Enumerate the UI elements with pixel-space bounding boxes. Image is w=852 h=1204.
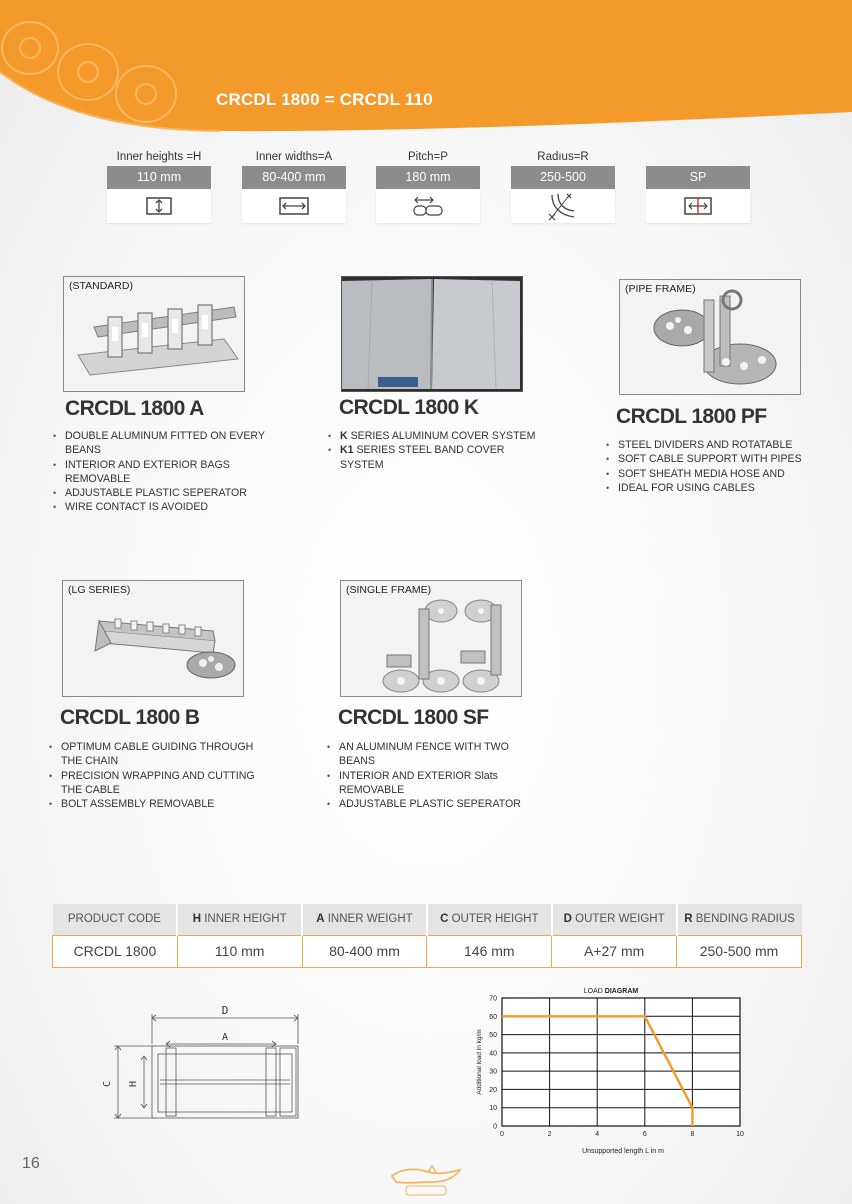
product-photo-standard — [63, 276, 245, 392]
spec-label: Radıus=R — [537, 151, 589, 163]
x-tick-label: 4 — [595, 1131, 600, 1138]
y-tick-label: 40 — [489, 1050, 497, 1058]
x-tick-label: 8 — [690, 1131, 695, 1138]
photo-caption: (STANDARD) — [69, 280, 133, 292]
spec-label — [646, 150, 750, 166]
product-name: CRCDL 1800 SF — [338, 706, 489, 729]
photo-caption: (PIPE FRAME) — [625, 283, 696, 295]
page-number: 16 — [22, 1155, 40, 1172]
spec-value: SP — [646, 166, 750, 189]
spec-inner-width — [242, 150, 346, 223]
feature-text: SERIES ALUMINUM COVER SYSTEM — [347, 430, 536, 442]
dim-label-a: A — [221, 1032, 229, 1043]
y-tick-label: 20 — [489, 1086, 497, 1094]
series-code: K — [340, 430, 348, 442]
y-tick-label: 60 — [489, 1013, 497, 1021]
sp-icon — [684, 197, 712, 215]
feature-list — [48, 740, 258, 811]
spec-value: 180 mm — [376, 166, 480, 189]
list-item: • SOFT CABLE SUPPORT WITH PIPES — [605, 452, 815, 466]
chart-xlabel: Unsupported length L in m — [582, 1148, 664, 1155]
column-header: PRODUCT CODE — [53, 904, 178, 935]
spec-inner-height — [107, 150, 211, 223]
product-name: CRCDL 1800 K — [339, 396, 479, 419]
spec-label: Inner widths=A — [255, 151, 333, 163]
list-item — [327, 443, 537, 472]
table-cell: A+27 mm — [552, 935, 677, 967]
chain-cover-image — [342, 277, 523, 392]
feature-list — [52, 429, 272, 515]
list-item: • DOUBLE ALUMINUM FITTED ON EVERY BEANS — [52, 429, 272, 458]
product-photo-single-frame — [340, 580, 522, 697]
feature-list — [326, 740, 536, 811]
table-row — [53, 935, 802, 967]
dim-label-d: D — [221, 1004, 229, 1017]
list-item: • BOLT ASSEMBLY REMOVABLE — [48, 797, 258, 811]
list-item: • STEEL DIVIDERS AND ROTATABLE — [605, 438, 815, 452]
column-header: A INNER WEIGHT — [302, 904, 427, 935]
spec-value: 250-500 — [511, 166, 615, 189]
spec-radius — [511, 150, 615, 223]
chart-title: LOAD DIAGRAM — [583, 988, 639, 995]
table-cell: 250-500 mm — [677, 935, 802, 967]
width-icon — [279, 197, 309, 215]
x-tick-label: 10 — [736, 1131, 744, 1138]
table-header-row — [53, 904, 802, 935]
crocodile-logo — [388, 1160, 464, 1198]
list-item: • PRECISION WRAPPING AND CUTTING THE CABLE — [48, 769, 258, 798]
x-tick-label: 6 — [642, 1131, 647, 1138]
column-header: R BENDING RADIUS — [677, 904, 802, 935]
pitch-icon — [411, 195, 445, 217]
product-name: CRCDL 1800 PF — [616, 405, 767, 428]
chain-pipe-frame-image — [620, 280, 801, 395]
spec-value: 110 mm — [107, 166, 211, 189]
photo-caption: (LG SERIES) — [68, 584, 131, 596]
chart-ylabel: Additional load in kg/m — [476, 1029, 483, 1095]
y-tick-label: 50 — [489, 1032, 497, 1040]
list-item: • WIRE CONTACT IS AVOIDED — [52, 500, 272, 514]
list-item — [327, 429, 537, 443]
list-item: • IDEAL FOR USING CABLES — [605, 481, 815, 495]
table-cell: CRCDL 1800 — [53, 935, 178, 967]
spec-value: 80-400 mm — [242, 166, 346, 189]
spec-sp — [646, 150, 750, 223]
y-tick-label: 0 — [493, 1123, 497, 1131]
dimension-drawing — [100, 1000, 320, 1130]
chain-single-frame-image — [341, 581, 522, 697]
column-header: D OUTER WEIGHT — [552, 904, 677, 935]
spec-label: Inner heights =H — [116, 151, 202, 163]
column-header: H INNER HEIGHT — [177, 904, 302, 935]
spec-table — [52, 904, 802, 968]
photo-caption: (SINGLE FRAME) — [346, 584, 432, 596]
product-photo-pipe-frame — [619, 279, 801, 395]
y-tick-label: 70 — [489, 995, 497, 1003]
y-tick-label: 10 — [489, 1105, 497, 1113]
list-item: • SOFT SHEATH MEDIA HOSE AND — [605, 467, 815, 481]
x-tick-label: 2 — [547, 1131, 552, 1138]
column-header: C OUTER HEIGHT — [427, 904, 552, 935]
dim-label-h: H — [128, 1080, 139, 1088]
product-name: CRCDL 1800 B — [60, 706, 200, 729]
x-tick-label: 0 — [500, 1131, 504, 1138]
list-item: • OPTIMUM CABLE GUIDING THROUGH THE CHAIN — [48, 740, 258, 769]
feature-list — [605, 438, 815, 495]
page-title: CRCDL 1800 = CRCDL 110 — [216, 90, 433, 109]
product-photo-lg-series — [62, 580, 244, 697]
y-tick-label: 30 — [489, 1068, 497, 1076]
spec-label: Pitch=P — [408, 151, 448, 163]
list-item: • INTERIOR AND EXTERIOR BAGS REMOVABLE — [52, 458, 272, 487]
radius-icon — [546, 191, 580, 221]
list-item: • ADJUSTABLE PLASTIC SEPERATOR — [52, 486, 272, 500]
table-cell: 80-400 mm — [302, 935, 427, 967]
product-photo-cover — [341, 276, 523, 392]
chain-standard-image — [64, 277, 245, 392]
product-name: CRCDL 1800 A — [65, 397, 204, 420]
chain-lg-series-image — [63, 581, 244, 697]
load-diagram — [470, 984, 755, 1156]
table-cell: 146 mm — [427, 935, 552, 967]
list-item: • AN ALUMINUM FENCE WITH TWO BEANS — [326, 740, 536, 769]
feature-list — [327, 429, 537, 472]
feature-text: SERIES STEEL BAND COVER SYSTEM — [340, 444, 505, 471]
table-cell: 110 mm — [177, 935, 302, 967]
dim-label-c: C — [102, 1080, 113, 1088]
list-item: • ADJUSTABLE PLASTIC SEPERATOR — [326, 797, 536, 811]
list-item: • INTERIOR AND EXTERIOR Slats REMOVABLE — [326, 769, 536, 798]
spec-pitch — [376, 150, 480, 223]
series-code: K1 — [340, 444, 354, 457]
height-icon — [146, 197, 172, 215]
header-banner — [0, 0, 852, 135]
